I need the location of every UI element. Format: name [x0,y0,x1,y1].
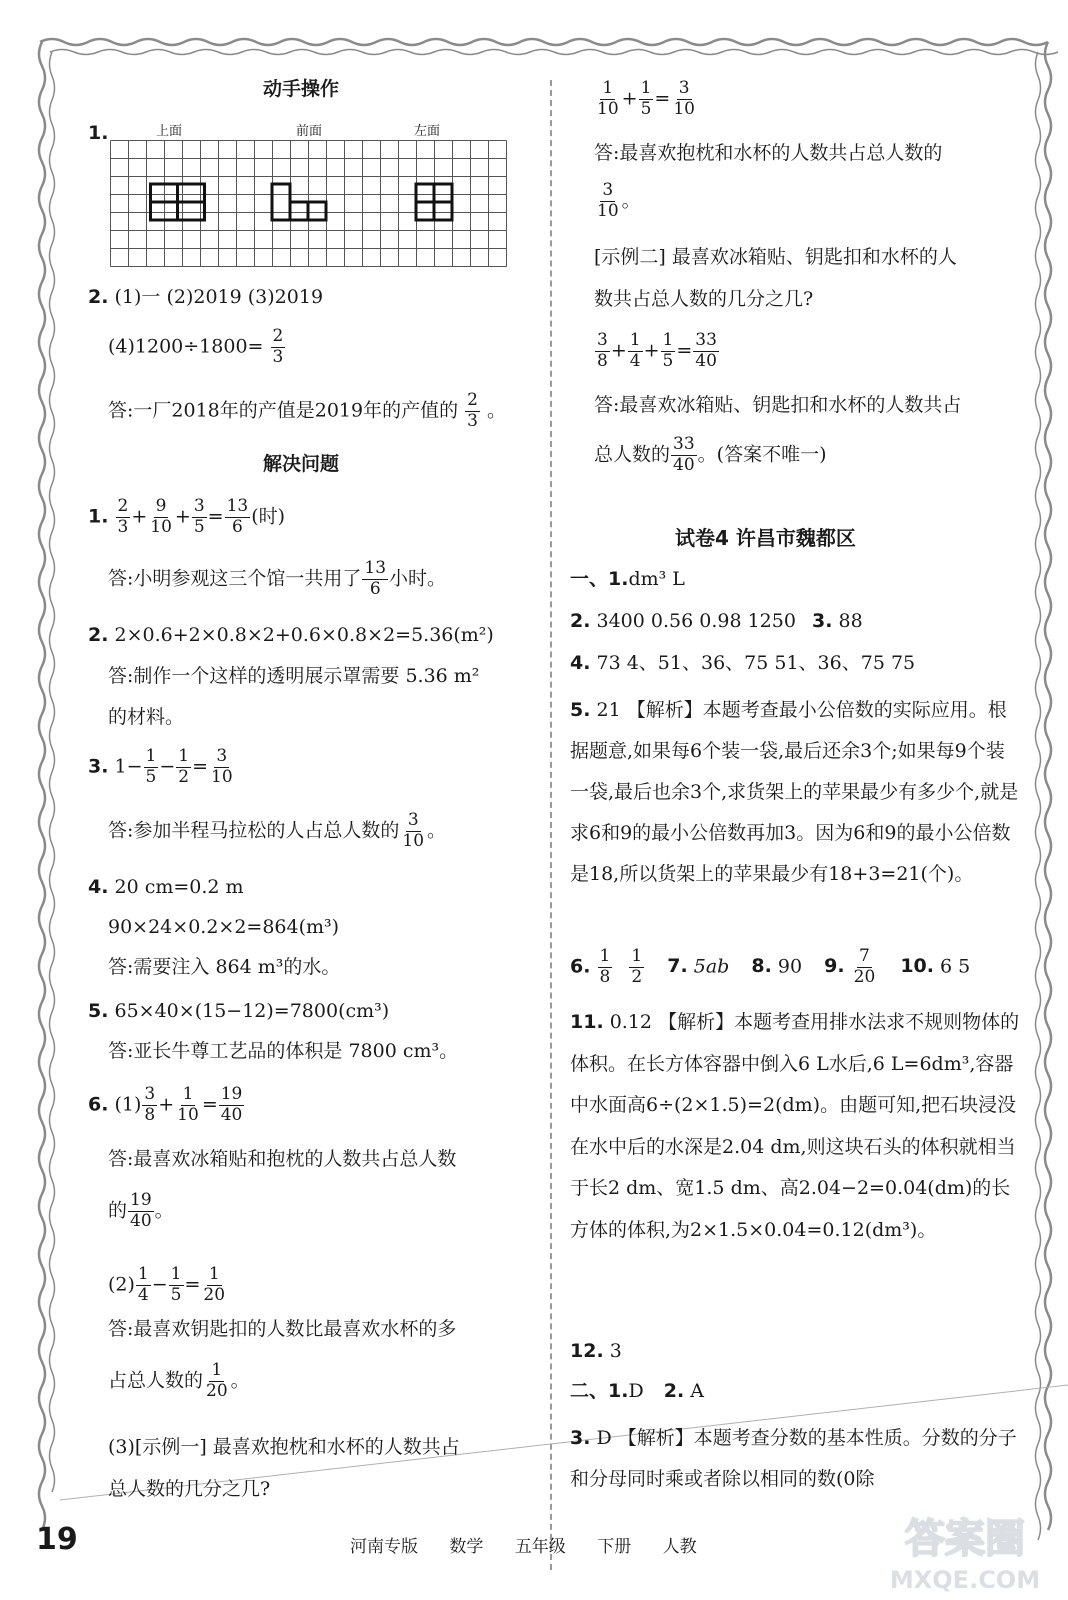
column-divider [550,80,552,1570]
test-q6-q10: 6. $\frac{1}{8}$ $\frac{1}{2}$ 7. 5ab 8. 90 9. $\frac{7}{20}$ 10. 6 5 [570,946,971,987]
view-labels [88,120,528,138]
p6-1-answer-2: 的 $\frac{19}{40}$ 。 [108,1190,174,1231]
test-q2-q3: 2. 3400 0.56 0.98 1250 3. 88 [570,610,863,632]
p6-3-line1: (3)[示例一] 最喜欢抱枕和水杯的人数共占 [108,1436,460,1458]
fraction: $\frac{2}{3}$ [467,390,478,431]
p5-answer: 答:亚长牛尊工艺品的体积是 7800 cm³。 [108,1040,459,1062]
watermark-text-cn: 答案圈 [905,1516,1025,1562]
test-q12: 12. 3 [570,1340,622,1362]
example1-answer-2: $\frac{3}{10}$ 。 [597,180,641,221]
section-title-solve: 解决问题 [263,453,340,475]
q2-answer: 答:一厂2018年的产值是2019年的产值的 $\frac{2}{3}$ 。 [108,390,507,431]
p6-3-line2: 总人数的几分之几? [108,1478,271,1500]
footer-publisher: 人教 [662,1537,697,1557]
footer-grade: 五年级 [514,1537,566,1557]
p6-1-equation: 6. (1) $\frac{3}{8}$ + $\frac{1}{10}$ = $\frac{19}{40}$ [88,1084,243,1125]
footer-subject: 数学 [449,1537,484,1557]
test-part2-q3-explanation: 3. D 【解析】本题考查分数的基本性质。分数的分子和分母同时乘或者除以相同的数(0除 [570,1427,1017,1490]
front-view-shape [272,184,326,220]
p6-2-equation: (2) $\frac{1}{4}$ − $\frac{1}{5}$ = $\frac{1}{20}$ [108,1264,226,1305]
footer-edition: 河南专版 [350,1537,418,1557]
example2-answer-1: 答:最喜欢冰箱贴、钥匙扣和水杯的人数共占 [594,394,962,416]
p1-equation: 1. $\frac{2}{3}$ + $\frac{9}{10}$ + $\frac{3}{5}$ = $\frac{13}{6}$ (时) [88,496,286,537]
p2-answer-2: 的材料。 [108,706,185,728]
three-view-grid [110,140,520,270]
view-label-top: 上面 [156,124,183,139]
view-label-front: 前面 [296,124,323,139]
p5-equation: 5. 65×40×(15−12)=7800(cm³) [88,1000,390,1022]
p1-answer: 答:小明参观这三个馆一共用了 $\frac{13}{6}$ 小时。 [108,558,447,599]
test-q5-explanation: 5. 21 【解析】本题考查最小公倍数的实际应用。根据题意,如果每6个装一袋,最后还余3个;如果每9个装一袋,最后也余3个,求货架上的苹果最少有多少个,就是求6和9的最小公倍数再加3。因为6和9的最小公倍数是18,所以货架上的苹果最少有18+3=21(个)。 [570,699,1019,885]
question-number: 1. [88,122,109,144]
section-title-hands-on: 动手操作 [263,78,340,100]
footer-volume: 下册 [597,1537,632,1557]
example2-line1: [示例二] 最喜欢冰箱贴、钥匙扣和水杯的人 [594,246,957,268]
example1-equation: $\frac{1}{10}$ + $\frac{1}{5}$ = $\frac{3}{10}$ [597,78,695,119]
test-q1: 一、1.dm³ L [570,568,685,590]
q2-line1: 2. (1)一 (2)2019 (3)2019 [88,286,324,308]
fraction: $\frac{2}{3}$ [272,326,284,367]
watermark-text-url: MXQE.COM [889,1566,1041,1594]
p6-1-answer-1: 答:最喜欢冰箱贴和抱枕的人数共占总人数 [108,1148,457,1170]
view-label-left: 左面 [414,124,441,139]
p4-line2: 90×24×0.2×2=864(m³) [108,916,340,938]
test-part2-q1-q2: 二、1.D 2. A [570,1380,704,1402]
example2-line2: 数共占总人数的几分之几? [594,288,814,310]
example2-answer-2: 总人数的 $\frac{33}{40}$ 。(答案不唯一) [594,434,827,475]
footer-info [350,1532,723,1557]
page-number: 19 [36,1522,78,1557]
p2-equation: 2. 2×0.6+2×0.8×2+0.6×0.8×2=5.36(m²) [88,624,494,646]
p6-2-answer-1: 答:最喜欢钥匙扣的人数比最喜欢水杯的多 [108,1318,457,1340]
test-paper-title: 试卷4 许昌市魏都区 [675,526,856,550]
p4-line1: 4. 20 cm=0.2 m [88,876,244,898]
p6-2-answer-2: 占总人数的 $\frac{1}{20}$ 。 [108,1360,250,1401]
q2-line2: (4)1200÷1800= $\frac{2}{3}$ [108,326,284,367]
watermark-logo [870,1500,1060,1595]
example2-equation: $\frac{3}{8}$ + $\frac{1}{4}$ + $\frac{1}{5}$ = $\frac{33}{40}$ [597,330,717,371]
p3-answer: 答:参加半程马拉松的人占总人数的 $\frac{3}{10}$ 。 [108,810,447,851]
test-q4: 4. 73 4、51、36、75 51、36、75 75 [570,652,916,674]
p4-answer: 答:需要注入 864 m³的水。 [108,956,341,978]
p3-equation: 3. 1− $\frac{1}{5}$ − $\frac{1}{2}$ = $\frac{3}{10}$ [88,746,233,787]
example1-answer-1: 答:最喜欢抱枕和水杯的人数共占总人数的 [594,142,943,164]
p2-answer-1: 答:制作一个这样的透明展示罩需要 5.36 m² [108,665,480,687]
test-q11-explanation: 11. 0.12 【解析】本题考查用排水法求不规则物体的体积。在长方体容器中倒入6 L水后,6 L=6dm³,容器中水面高6÷(2×1.5)=2(dm)。由题可知,把石块浸没在水中后的水深是2.04 dm,则这块石头的体积就相当于长2 dm、宽1.5 dm、高2.04−2=0.04(dm)的长方体的体积,为2×1.5×0.04=0.12(dm³)。 [570,1011,1020,1241]
